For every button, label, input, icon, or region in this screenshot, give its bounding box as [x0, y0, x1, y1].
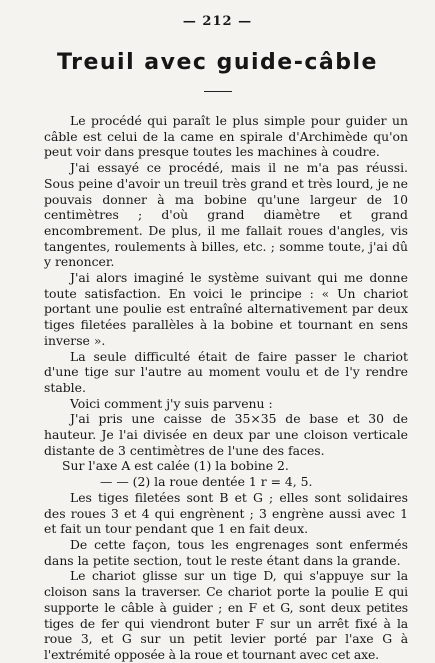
paragraph: J'ai alors imaginé le système suivant qui me donne toute satisfaction. En voici le principe : « Un chariot portant une poulie est entraîné alternativement par deux tiges filetées parallèles à la bobine et tournant en sens inverse ».: [44, 270, 408, 348]
paragraph: Sur l'axe A est calée (1) la bobine 2.: [62, 458, 289, 474]
paragraph: La seule difficulté était de faire passer le chariot d'une tige sur l'autre au moment voulu et de l'y rendre stable.: [44, 348, 408, 395]
paragraph: Voici comment j'y suis parvenu :: [70, 395, 273, 411]
paragraph: — — (2) la roue dentée 1 r = 4, 5.: [100, 474, 313, 490]
page-title: Treuil avec guide-câble: [57, 50, 378, 75]
paragraph: Le chariot glisse sur un tige D, qui s'appuye sur la cloison sans la traverser. Ce chariot porte la poulie E qui supporte le câble à guider ; en F et G, sont deux petites tiges de fer qui viendront buter F sur un arrêt fixé à la roue 3, et G sur un petit levier porté par l'axe G à l'extrémité opposée à la roue et tournant avec cet axe.: [44, 568, 408, 662]
page-number: — 212 —: [182, 14, 253, 29]
paragraph: J'ai essayé ce procédé, mais il ne m'a pas réussi. Sous peine d'avoir un treuil très grand et très lourd, je ne pouvais donner à ma bobine qu'une largeur de 10 centimètres ; d'où grand diamètre et grand encombrement. De plus, il me fallait roues d'angles, vis tangentes, roulements à billes, etc. ; somme toute, j'ai dû y renoncer.: [44, 160, 408, 270]
paragraph: De cette façon, tous les engrenages sont enfermés dans la petite section, tout le reste étant dans la grande.: [44, 536, 408, 568]
paragraph: J'ai pris une caisse de 35×35 de base et 30 de hauteur. Je l'ai divisée en deux par une cloison verticale distante de 3 centimètres de l'une des faces.: [44, 411, 408, 458]
title-divider: [204, 91, 232, 92]
body-text: [44, 113, 408, 663]
paragraph: Le procédé qui paraît le plus simple pour guider un câble est celui de la came en spirale d'Archimède qu'on peut voir dans presque toutes les machines à coudre.: [44, 113, 408, 160]
paragraph: Les tiges filetées sont B et G ; elles sont solidaires des roues 3 et 4 qui engrènent ; 3 engrène aussi avec 1 et fait un tour pendant que 1 en fait deux.: [44, 489, 408, 537]
